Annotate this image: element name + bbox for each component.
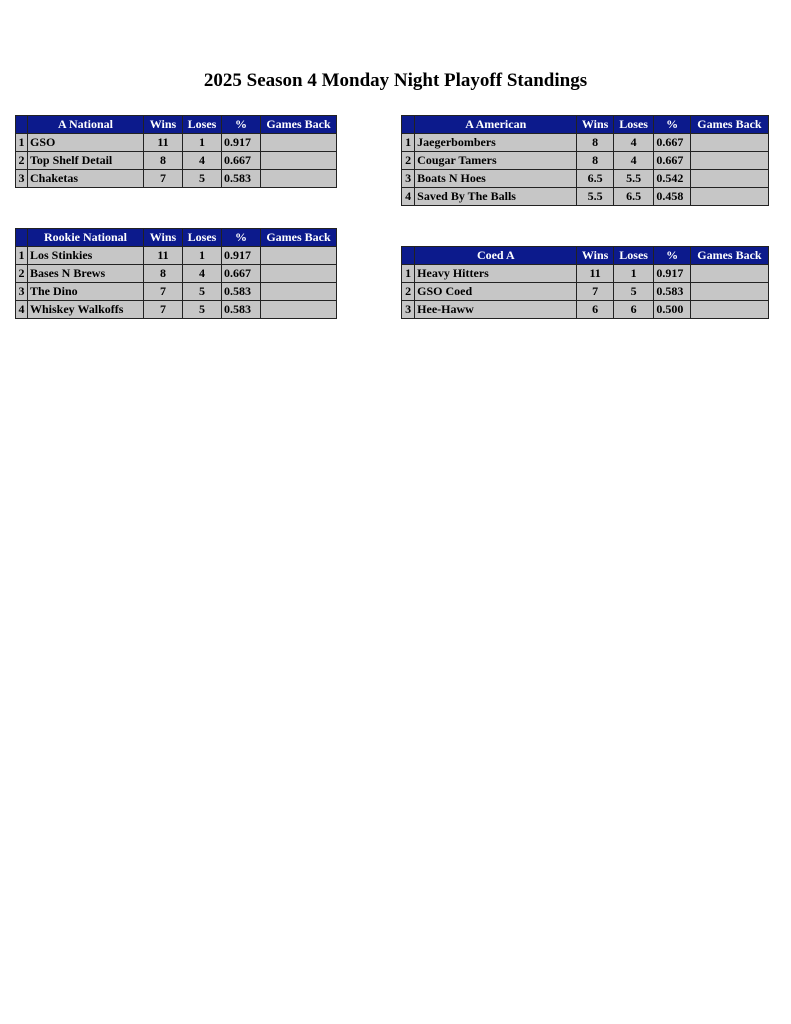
table-row	[402, 301, 769, 319]
games-back-cell	[261, 134, 337, 152]
team-name-cell: Saved By The Balls	[415, 188, 577, 206]
games-back-cell	[261, 283, 337, 301]
table-row	[16, 152, 337, 170]
team-name-cell: Boats N Hoes	[415, 170, 577, 188]
table-row	[16, 134, 337, 152]
standings-table-rookie-national	[15, 228, 337, 319]
loses-cell: 5	[183, 301, 222, 319]
loses-cell: 5	[183, 283, 222, 301]
table-row	[16, 265, 337, 283]
team-name-cell: Chaketas	[28, 170, 144, 188]
header-row	[402, 116, 769, 134]
team-name-cell: Jaegerbombers	[415, 134, 577, 152]
pct-cell: 0.500	[654, 301, 690, 319]
games-back-header: Games Back	[261, 229, 337, 247]
pct-cell: 0.542	[654, 170, 690, 188]
loses-cell: 6	[613, 301, 654, 319]
wins-cell: 7	[577, 283, 613, 301]
rank-cell: 2	[16, 152, 28, 170]
pct-header: %	[222, 229, 261, 247]
division-name: A American	[415, 116, 577, 134]
loses-cell: 4	[183, 152, 222, 170]
rank-header	[16, 229, 28, 247]
pct-cell: 0.458	[654, 188, 690, 206]
rank-header	[402, 247, 415, 265]
loses-header: Loses	[613, 247, 654, 265]
header-row	[16, 116, 337, 134]
rank-header	[402, 116, 415, 134]
pct-cell: 0.667	[654, 134, 690, 152]
pct-header: %	[654, 116, 690, 134]
rank-cell: 4	[16, 301, 28, 319]
rank-cell: 1	[16, 247, 28, 265]
games-back-cell	[261, 152, 337, 170]
table-row	[402, 188, 769, 206]
table-row	[16, 247, 337, 265]
pct-cell: 0.667	[654, 152, 690, 170]
loses-cell: 5	[183, 170, 222, 188]
rank-cell: 1	[402, 134, 415, 152]
loses-cell: 1	[613, 265, 654, 283]
wins-cell: 11	[577, 265, 613, 283]
games-back-cell	[261, 170, 337, 188]
loses-cell: 4	[613, 134, 654, 152]
loses-cell: 6.5	[613, 188, 654, 206]
wins-cell: 8	[144, 152, 183, 170]
wins-cell: 8	[577, 152, 613, 170]
rank-cell: 3	[16, 170, 28, 188]
loses-cell: 5	[613, 283, 654, 301]
header-row	[16, 229, 337, 247]
pct-cell: 0.583	[654, 283, 690, 301]
header-row	[402, 247, 769, 265]
wins-cell: 7	[144, 283, 183, 301]
table-row	[16, 283, 337, 301]
loses-cell: 5.5	[613, 170, 654, 188]
games-back-header: Games Back	[690, 247, 768, 265]
rank-cell: 1	[402, 265, 415, 283]
games-back-cell	[690, 152, 768, 170]
rank-cell: 2	[16, 265, 28, 283]
rank-cell: 3	[16, 283, 28, 301]
rank-cell: 4	[402, 188, 415, 206]
wins-cell: 6	[577, 301, 613, 319]
wins-cell: 6.5	[577, 170, 613, 188]
wins-header: Wins	[577, 116, 613, 134]
games-back-header: Games Back	[690, 116, 768, 134]
rank-cell: 2	[402, 152, 415, 170]
table-row	[402, 170, 769, 188]
team-name-cell: Los Stinkies	[28, 247, 144, 265]
table-row	[16, 301, 337, 319]
games-back-header: Games Back	[261, 116, 337, 134]
pct-cell: 0.667	[222, 265, 261, 283]
wins-cell: 8	[577, 134, 613, 152]
pct-cell: 0.583	[222, 283, 261, 301]
page-title: 2025 Season 4 Monday Night Playoff Standings	[203, 70, 588, 91]
loses-header: Loses	[183, 116, 222, 134]
standings-table-a-american	[401, 115, 769, 206]
wins-cell: 5.5	[577, 188, 613, 206]
wins-cell: 8	[144, 265, 183, 283]
loses-cell: 4	[183, 265, 222, 283]
loses-header: Loses	[183, 229, 222, 247]
rank-cell: 1	[16, 134, 28, 152]
rank-cell: 2	[402, 283, 415, 301]
pct-cell: 0.917	[654, 265, 690, 283]
loses-cell: 1	[183, 247, 222, 265]
loses-cell: 4	[613, 152, 654, 170]
games-back-cell	[690, 134, 768, 152]
division-name: A National	[28, 116, 144, 134]
games-back-cell	[261, 301, 337, 319]
games-back-cell	[690, 265, 768, 283]
team-name-cell: Top Shelf Detail	[28, 152, 144, 170]
pct-cell: 0.667	[222, 152, 261, 170]
loses-header: Loses	[613, 116, 654, 134]
games-back-cell	[261, 265, 337, 283]
pct-header: %	[222, 116, 261, 134]
team-name-cell: Heavy Hitters	[415, 265, 577, 283]
table-row	[402, 265, 769, 283]
team-name-cell: GSO	[28, 134, 144, 152]
wins-cell: 11	[144, 134, 183, 152]
games-back-cell	[690, 301, 768, 319]
team-name-cell: The Dino	[28, 283, 144, 301]
division-name: Coed A	[415, 247, 577, 265]
wins-header: Wins	[577, 247, 613, 265]
team-name-cell: Bases N Brews	[28, 265, 144, 283]
table-row	[16, 170, 337, 188]
table-row	[402, 152, 769, 170]
games-back-cell	[690, 170, 768, 188]
games-back-cell	[261, 247, 337, 265]
standings-table-a-national	[15, 115, 337, 188]
pct-header: %	[654, 247, 690, 265]
games-back-cell	[690, 283, 768, 301]
games-back-cell	[690, 188, 768, 206]
rank-cell: 3	[402, 170, 415, 188]
wins-header: Wins	[144, 229, 183, 247]
team-name-cell: Hee-Haww	[415, 301, 577, 319]
rank-header	[16, 116, 28, 134]
pct-cell: 0.917	[222, 134, 261, 152]
wins-cell: 11	[144, 247, 183, 265]
wins-cell: 7	[144, 170, 183, 188]
pct-cell: 0.917	[222, 247, 261, 265]
rank-cell: 3	[402, 301, 415, 319]
loses-cell: 1	[183, 134, 222, 152]
pct-cell: 0.583	[222, 301, 261, 319]
table-row	[402, 283, 769, 301]
team-name-cell: Whiskey Walkoffs	[28, 301, 144, 319]
pct-cell: 0.583	[222, 170, 261, 188]
team-name-cell: GSO Coed	[415, 283, 577, 301]
wins-cell: 7	[144, 301, 183, 319]
table-row	[402, 134, 769, 152]
wins-header: Wins	[144, 116, 183, 134]
standings-table-coed-a	[401, 246, 769, 319]
division-name: Rookie National	[28, 229, 144, 247]
team-name-cell: Cougar Tamers	[415, 152, 577, 170]
